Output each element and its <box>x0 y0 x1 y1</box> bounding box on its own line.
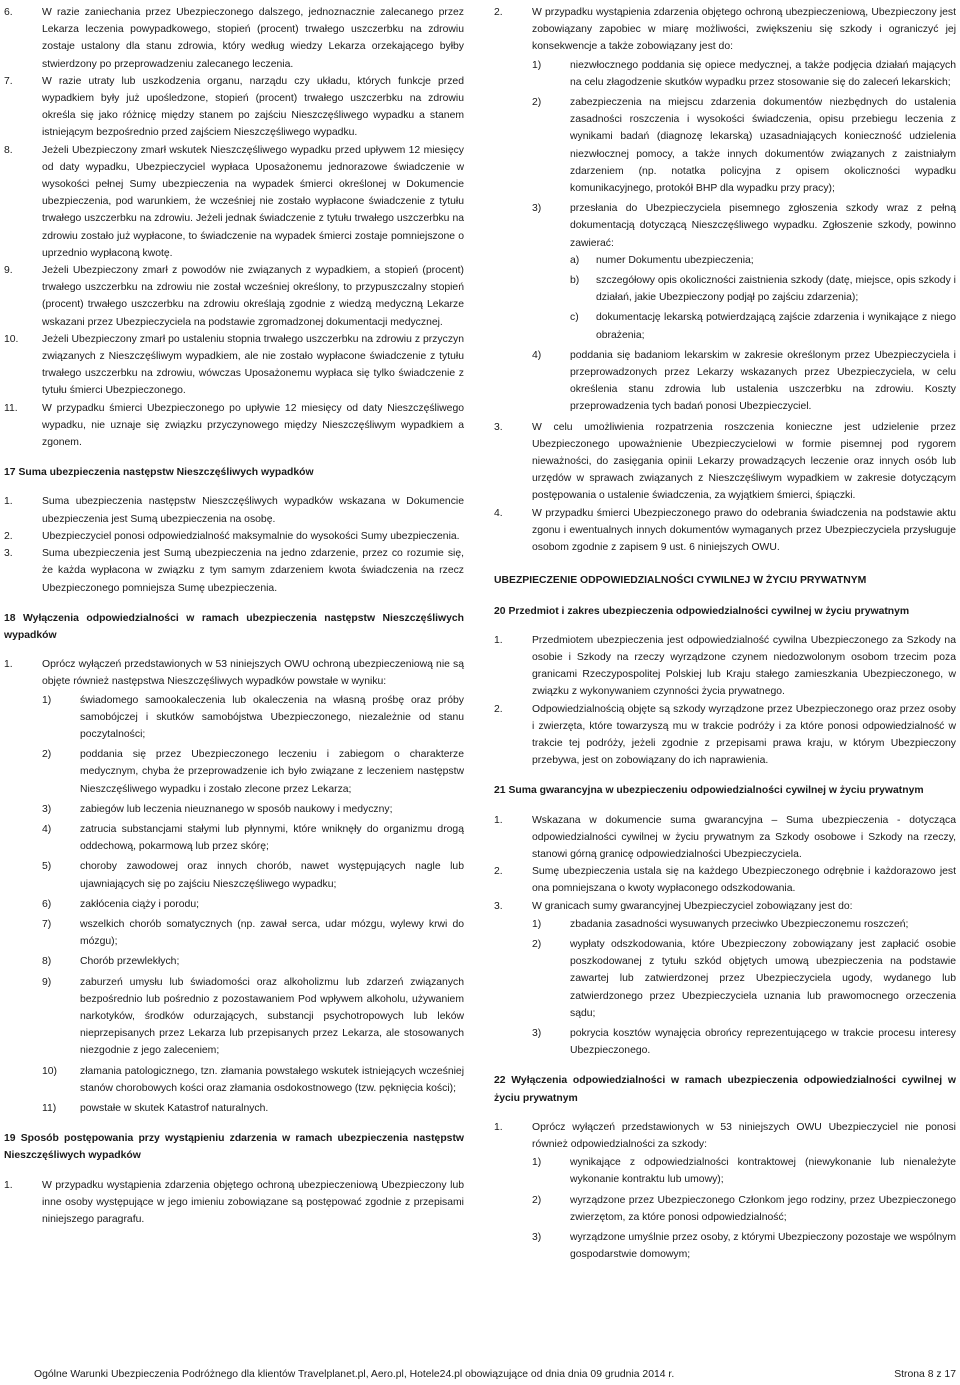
sub-item-number: 1) <box>532 59 542 71</box>
sub-item-number: 3) <box>532 203 542 215</box>
item-number: 1. <box>4 1179 13 1191</box>
item-number: 1. <box>494 634 503 646</box>
item-text: W przypadku wystąpienia zdarzenia objętego ochroną ubezpieczeniową Ubezpieczony lub inne osoby występujące w jego imieniu zobowiązane są postępować zgodnie z przepisami niniejszego paragrafu. <box>42 1179 464 1225</box>
item-text: W przypadku śmierci Ubezpieczonego po upływie 12 miesięcy od daty Nieszczęśliwego wypadku, nie uznaje się związku przyczynowego między Nieszczęśliwym wypadkiem a zgonem. <box>42 402 464 449</box>
list-item <box>4 1177 464 1229</box>
item-text: Oprócz wyłączeń przedstawionych w 53 niniejszych OWU Ubezpieczyciel nie ponosi również odpowiedzialności za szkody: <box>532 1121 956 1150</box>
sub-item <box>42 821 464 855</box>
list-item <box>4 400 464 452</box>
sub-item <box>42 746 464 798</box>
sub-item <box>532 936 956 1022</box>
sub-item <box>532 1229 956 1263</box>
item-number: 2. <box>494 7 503 18</box>
sub-item-number: 2) <box>42 749 52 761</box>
sub-item-number: 3) <box>532 1232 542 1243</box>
item-number: 1. <box>4 496 13 508</box>
sub-item-text: świadomego samookaleczenia lub okaleczenia na własną prośbę oraz próby samobójczej i skutków samobójstwa Ubezpieczonego, niezależnie od stanu poczytalności; <box>80 694 464 740</box>
list-item <box>494 419 956 505</box>
sub-item <box>42 974 464 1060</box>
item-text: W razie zaniechania przez Ubezpieczonego dalszego, jednoznacznie zalecanego przez Lekarza leczenia powypadkowego, stopień (procent) trwałego uszczerbku na zdrowiu zostaje ustalony dla stanu zdrowia, który według wiedzy Lekarza orzekającego byłby stwierdzony po przeprowadzeniu zalecanego leczenia. <box>42 7 464 70</box>
sub-item-text: poddania się przez Ubezpieczonego leczeniu i zabiegom o charakterze medycznym, chyba że przeprowadzenie ich było związane z leczeniem następstw Nieszczęśliwego wypadku i zostało zlecone przez Lekarza; <box>80 749 464 795</box>
list-item <box>494 505 956 557</box>
list-item <box>494 4 956 416</box>
list-item <box>4 262 464 331</box>
item-number: 1. <box>4 659 13 671</box>
sub-item-text: zbadania zasadności wysuwanych przeciwko Ubezpieczonemu roszczeń; <box>570 918 909 930</box>
item-text: Jeżeli Ubezpieczony zmarł z powodów nie związanych z wypadkiem, a stopień (procent) trwałego uszczerbku na zdrowiu nie został wcześniej określony, to przypuszczalny stopień (procent) trwałego uszczerbku na zdrowiu określają zgodnie z wiedzą medyczną Lekarze wskazani przez Ubezpieczyciela na podstawie zgromadzonej dokumentacji medycznej. <box>42 265 464 328</box>
section-21 <box>494 812 956 1060</box>
list-item <box>4 4 464 73</box>
item-number: 2. <box>4 530 13 542</box>
item-number: 1. <box>494 814 503 826</box>
item-number: 7. <box>4 75 13 87</box>
sub-item <box>532 1192 956 1226</box>
sub-item <box>532 94 956 197</box>
item-number: 1. <box>494 1121 503 1133</box>
section-19-continued <box>494 4 956 556</box>
sub-item-text: zabezpieczenia na miejscu zdarzenia dokumentów niezbędnych do ustalenia zasadności roszczenia i wysokości świadczenia, opisu przebiegu leczenia z wynikami badań (diagnozę lekarską) uzasadniających konieczność udzielenia niezwłocznej pomocy, a także innych dokumentów związanych z zaistniałym zdarzeniem (np. notatka policyjna z opisem okoliczności wypadku komunikacyjnego, protokół BHP dla wypadku przy pracy); <box>570 97 956 195</box>
item-number: 3. <box>4 548 13 560</box>
item-number: 3. <box>494 900 503 912</box>
item-text: Sumę ubezpieczenia ustala się na każdego Ubezpieczonego odrębnie i każdorazowo jest ona pomniejszana o kwoty wypłaconego odszkodowania. <box>532 866 956 895</box>
item-text: W granicach sumy gwarancyjnej Ubezpieczyciel zobowiązany jest do: <box>532 900 853 912</box>
section-19 <box>4 1177 464 1229</box>
sub-item <box>42 1100 464 1117</box>
list-item <box>4 142 464 262</box>
item-number: 4. <box>494 507 503 519</box>
item-number: 10. <box>4 333 19 345</box>
section-17 <box>4 493 464 596</box>
sub-item-text: choroby zawodowej oraz innych chorób, nawet występujących nagle lub ujawniających się po zajściu Nieszczęśliwego wypadku; <box>80 861 464 890</box>
item-text: W razie utraty lub uszkodzenia organu, narządu czy układu, których funkcje przed wypadkiem były już upośledzone, stopień (procent) trwałego uszczerbku na zdrowiu określa się jako różnicę między stanem po zajściu Nieszczęśliwego wypadku a stanem istniejącym bezpośrednio przed zajściem Nieszczęśliwego wypadku. <box>42 75 464 139</box>
list-item <box>4 545 464 597</box>
sub-item-number: 5) <box>42 861 52 873</box>
sub-sub-list <box>570 252 956 344</box>
sub-list <box>532 57 956 416</box>
item-number: 2. <box>494 703 503 715</box>
sub-item-text: Chorób przewlekłych; <box>80 956 180 968</box>
sub-item-number: 9) <box>42 976 52 988</box>
sub-item-number: 11) <box>42 1102 57 1114</box>
sub-item-number: 2) <box>532 938 542 950</box>
item-number: 2. <box>494 866 503 878</box>
item-text: W celu umożliwienia rozpatrzenia roszczenia konieczne jest udzielenie przez Ubezpieczonego upoważnienie Ubezpieczycielowi w formie pisemnej pod rygorem nieważności, do zasięgania opinii Lekarzy prowadzących leczenie oraz innych osób lub urzędów w sprawach związanych z Nieszczęśliwym wypadkiem w zakresie dotyczącym postępowania o ustalenie świadczenia, za wyjątkiem śmierci, śpiączki. <box>532 421 956 502</box>
sub-item-number: 4) <box>42 823 52 835</box>
sub-item <box>42 858 464 892</box>
sub-item <box>532 57 956 91</box>
footer-document-title: Ogólne Warunki Ubezpieczenia Podróżnego dla klientów Travelplanet.pl, Aero.pl, Hotele24.pl obowiązujące od dnia dnia 09 grudnia 2014 r. <box>34 1369 675 1380</box>
list-item <box>494 898 956 1060</box>
sub-item-number: 2) <box>532 1194 542 1206</box>
item-text: W przypadku śmierci Ubezpieczonego prawo do odebrania świadczenia na podstawie aktu zgonu i ewentualnych innych dokumentów wymaganych przez Ubezpieczyciela przysługuje osobom zgodnie z zapisem 9 ust. 6 niniejszych OWU. <box>532 507 956 554</box>
sub-list <box>532 916 956 1060</box>
sub-item <box>42 1063 464 1097</box>
sub-item-text: zabiegów lub leczenia nieuznanego w sposób naukowy i medyczny; <box>80 803 393 815</box>
item-number: 8. <box>4 144 13 156</box>
list-item <box>494 701 956 770</box>
sub-item <box>532 1025 956 1059</box>
sub-item <box>532 347 956 416</box>
sub-sub-item-text: dokumentację lekarską potwierdzającą zajście zdarzenia i wynikające z niego obrażenia; <box>596 312 956 341</box>
sub-item-number: 1) <box>532 1157 542 1169</box>
sub-item <box>42 953 464 970</box>
sub-item-number: 4) <box>532 349 542 361</box>
list-item <box>4 528 464 545</box>
item-text: Jeżeli Ubezpieczony zmarł po ustaleniu stopnia trwałego uszczerbku na zdrowiu z przyczyn związanych z Nieszczęśliwym wypadkiem, ale nie zostało wypłacone świadczenie z tytułu trwałego uszczerbku na zdrowiu, wówczas Uposażonemu wypłaca się tylko świadczenie z tytułu śmierci Ubezpieczonego. <box>42 333 464 397</box>
sub-item-text: niezwłocznego poddania się opiece medycznej, a także podjęcia działań mających na celu złagodzenie skutków wypadku przez stosowanie się do zaleceń lekarskich; <box>570 59 956 88</box>
sub-item-text: zakłócenia ciąży i porodu; <box>80 898 199 910</box>
sub-list <box>42 692 464 1118</box>
item-number: 11. <box>4 402 18 414</box>
list-item <box>4 493 464 527</box>
sub-item-text: powstałe w skutek Katastrof naturalnych. <box>80 1102 269 1114</box>
sub-item <box>42 801 464 818</box>
sub-item <box>42 692 464 744</box>
section-18 <box>4 656 464 1117</box>
list-item <box>4 331 464 400</box>
sub-item-text: złamania patologicznego, tzn. złamania powstałego wskutek istniejących wcześniej stanów chorobowych kości oraz złamania osdokostnowego (tzw. pęknięcia kości); <box>80 1065 464 1094</box>
item-number: 6. <box>4 7 13 18</box>
section-22 <box>494 1119 956 1264</box>
item-text: Wskazana w dokumencie suma gwarancyjna – Suma ubezpieczenia - dotycząca odpowiedzialności cywilnej w życiu prywatnym za Szkody osobowe i Szkody na rzeczy, stanowi górną granicę odpowiedzialności Ubezpieczyciela. <box>532 814 956 860</box>
section-heading-22: 22 Wyłączenia odpowiedzialności w ramach ubezpieczenia odpowiedzialności cywilnej w życiu prywatnym <box>494 1075 956 1104</box>
sub-item-number: 3) <box>532 1027 542 1039</box>
sub-item-number: 3) <box>42 803 52 815</box>
right-column <box>494 4 956 1266</box>
sub-item-text: poddania się badaniom lekarskim w zakresie określonym przez Ubezpieczyciela i przeprowadzonych przez Lekarzy wskazanych przez Ubezpieczyciela, w celu określenia stanu zdrowia lub ustalenia uszczerbku na zdrowiu. Koszty przeprowadzenia tych badań ponosi Ubezpieczyciel. <box>570 349 956 413</box>
sub-item-text: zaburzeń umysłu lub świadomości oraz alkoholizmu lub zdarzeń związanych bezpośrednio lub pośrednio z pozostawaniem Pod wpływem alkoholu, używaniem narkotyków, środków odurzających, substancji psychotropowych lub leków nieprzepisanych przez Lekarza lub przepisanych przez Lekarza, ale stosowanych niezgodnie z jego zaleceniem; <box>80 976 464 1057</box>
sub-item-number: 1) <box>532 918 542 930</box>
sub-sub-item-letter: c) <box>570 312 579 324</box>
sub-item-number: 1) <box>42 694 52 706</box>
page-number: Strona 8 z 17 <box>894 1369 956 1380</box>
section-20 <box>494 632 956 770</box>
sub-item-text: wynikające z odpowiedzialności kontraktowej (niewykonanie lub nienależyte wykonanie kontraktu lub umowy); <box>570 1157 956 1186</box>
section-heading-17: 17 Suma ubezpieczenia następstw Nieszczęśliwych wypadków <box>4 467 314 479</box>
item-number: 9. <box>4 265 13 277</box>
list-item <box>494 812 956 864</box>
sub-item <box>42 896 464 913</box>
item-number: 3. <box>494 421 503 433</box>
sub-sub-item <box>570 272 956 306</box>
section-heading-18: 18 Wyłączenia odpowiedzialności w ramach ubezpieczenia następstw Nieszczęśliwych wypadków <box>4 612 464 641</box>
list-item <box>494 1119 956 1264</box>
sub-item-number: 2) <box>532 97 542 109</box>
section-16-continued <box>4 4 464 451</box>
sub-item <box>532 200 956 344</box>
item-text: Odpowiedzialnością objęte są szkody wyrządzone przez Ubezpieczonego oraz przez osoby i zwierzęta, które towarzyszą mu w trakcie podróży i za które ponosi odpowiedzialność w trakcie tej podróży, jeżeli zgodnie z przepisami prawa kraju, w którym Ubezpieczony przebywa, jest on zobowiązany do ich naprawienia. <box>532 703 956 767</box>
item-text: Ubezpieczyciel ponosi odpowiedzialność maksymalnie do wysokości Sumy ubezpieczenia. <box>42 530 460 542</box>
item-text: Jeżeli Ubezpieczony zmarł wskutek Nieszczęśliwego wypadku przed upływem 12 miesięcy od daty wypadku, Ubezpieczyciel wypłaca Uposażonemu jednorazowe świadczenie w wysokości pełnej Sumy ubezpieczenia na wypadek śmierci określonej w Dokumencie ubezpieczenia, pod warunkiem, że wcześniej nie zostało wypłacone świadczenie z tytułu trwałego uszczerbku na zdrowiu. Jeżeli jednak świadczenie z tytułu trwałego uszczerbku na zdrowiu zostało już wypłacone, to świadczenie na wypadek śmierci zostaje pomniejszone o uprzednio wypłaconą kwotę. <box>42 144 464 259</box>
sub-sub-item-letter: a) <box>570 254 580 266</box>
sub-item-number: 7) <box>42 918 52 930</box>
section-heading-19: 19 Sposób postępowania przy wystąpieniu zdarzenia w ramach ubezpieczenia następstw Nieszczęśliwych wypadków <box>4 1133 464 1162</box>
list-item <box>494 863 956 897</box>
sub-item-text: wypłaty odszkodowania, które Ubezpieczony zobowiązany jest zapłacić osobie poszkodowanej z tytułu szkód objętych umową ubezpieczenia na podstawie zawartej lub zatwierdzonej przez Ubezpieczyciela ugody, wydanego lub zatwierdzonego przez Ubezpieczyciela uznania lub prawomocnego orzeczenia sądu; <box>570 938 956 1019</box>
sub-item <box>42 916 464 950</box>
list-item <box>494 632 956 701</box>
sub-list <box>532 1154 956 1263</box>
sub-sub-item-letter: b) <box>570 275 580 287</box>
sub-item-number: 6) <box>42 898 52 910</box>
sub-item-number: 8) <box>42 956 52 968</box>
section-heading-20: 20 Przedmiot i zakres ubezpieczenia odpowiedzialności cywilnej w życiu prywatnym <box>494 605 910 617</box>
list-item <box>4 656 464 1117</box>
item-text: Suma ubezpieczenia następstw Nieszczęśliwych wypadków wskazana w Dokumencie ubezpieczenia jest Sumą ubezpieczenia na osobę. <box>42 496 464 525</box>
sub-item <box>532 916 956 933</box>
sub-sub-item <box>570 252 956 269</box>
item-text: Przedmiotem ubezpieczenia jest odpowiedzialność cywilna Ubezpieczonego za Szkody na osobie i Szkody na rzeczy wyrządzone czynem niedozwolonym osobom trzecim poza granicami Rzeczypospolitej Polskiej lub Kraju stałego zamieszkania Ubezpieczonego, w związku z wykonywaniem czynności życia prywatnego. <box>532 634 956 698</box>
sub-sub-item-text: numer Dokumentu ubezpieczenia; <box>596 254 754 266</box>
sub-item-text: wyrządzone przez Ubezpieczonego Członkom jego rodziny, przez Ubezpieczonego zwierzętom, za które ponosi odpowiedzialność; <box>570 1194 956 1223</box>
left-column <box>4 4 464 1228</box>
item-text: Suma ubezpieczenia jest Sumą ubezpieczenia na jedno zdarzenie, przez co rozumie się, że każda wypłacona w związku z tym samym zdarzeniem kwota świadczenia na rzecz Ubezpieczonego pomniejsza Sumę ubezpieczenia. <box>42 548 464 594</box>
list-item <box>4 73 464 142</box>
sub-item-text: wszelkich chorób somatycznych (np. zawał serca, udar mózgu, wylewy krwi do mózgu); <box>80 918 464 948</box>
sub-sub-item-text: szczegółowy opis okoliczności zaistnienia szkody (datę, miejsce, opis szkody i działań, jakie Ubezpieczony podjął po zajściu zdarzenia); <box>596 275 956 304</box>
sub-item-text: przesłania do Ubezpieczyciela pisemnego zgłoszenia szkody wraz z pełną dokumentacją dotyczącą Nieszczęśliwego wypadku. Zgłoszenie szkody, powinno zawierać: <box>570 203 956 249</box>
section-heading-21: 21 Suma gwarancyjna w ubezpieczeniu odpowiedzialności cywilnej w życiu prywatnym <box>494 785 924 797</box>
sub-item-number: 10) <box>42 1065 58 1077</box>
sub-item-text: pokrycia kosztów wynajęcia obrońcy reprezentującego w trakcie procesu interesy Ubezpieczonego. <box>570 1027 956 1057</box>
sub-item <box>532 1154 956 1188</box>
item-text: W przypadku wystąpienia zdarzenia objętego ochroną ubezpieczeniową, Ubezpieczony jest zobowiązany zapobiec w miarę możliwości, zwiększeniu się szkody i ograniczyć jej konsekwencje a także zobowiązany jest do: <box>532 7 956 53</box>
sub-sub-item <box>570 309 956 343</box>
sub-item-text: zatrucia substancjami stałymi lub płynnymi, które wniknęły do organizmu drogą oddechową, pokarmową lub przez skórę; <box>80 823 464 853</box>
item-text: Oprócz wyłączeń przedstawionych w 53 niniejszych OWU ochroną ubezpieczeniową nie są objęte również następstwa Nieszczęśliwych wypadków powstałe w wyniku: <box>42 659 464 688</box>
part-heading: UBEZPIECZENIE ODPOWIEDZIALNOŚCI CYWILNEJ W ŻYCIU PRYWATNYM <box>494 575 867 587</box>
sub-item-text: wyrządzone umyślnie przez osoby, z którymi Ubezpieczony pozostaje we wspólnym gospodarstwie domowym; <box>570 1232 956 1261</box>
